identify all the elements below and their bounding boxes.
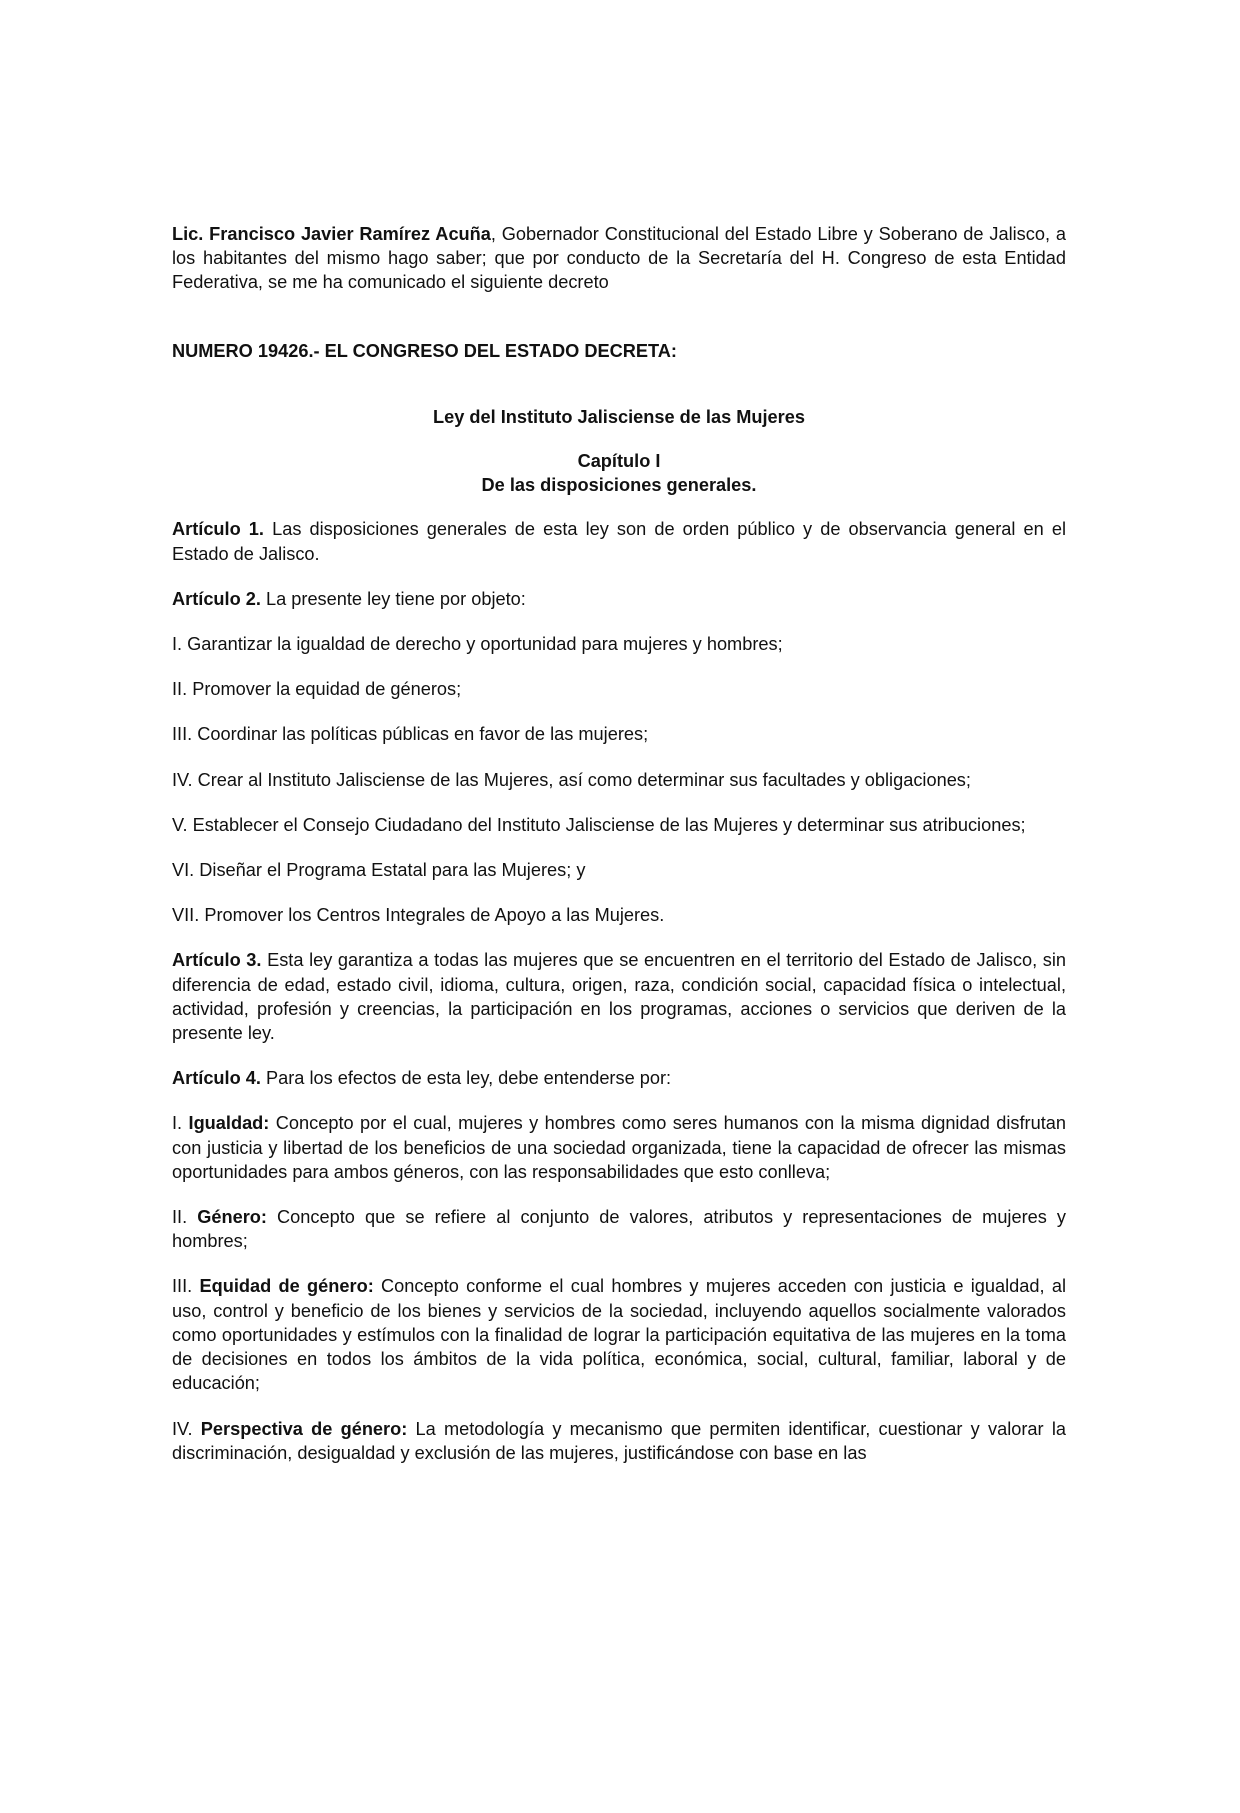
article-label: Artículo 3. bbox=[172, 950, 262, 971]
definition-equidad bbox=[172, 1274, 1066, 1395]
definition-term: Género: bbox=[197, 1207, 267, 1228]
definition-term: Equidad de género: bbox=[199, 1276, 374, 1297]
article-2-item-4: IV. Crear al Instituto Jalisciense de las Mujeres, así como determinar sus facultades y obligaciones; bbox=[172, 769, 971, 790]
chapter-title: De las disposiciones generales. bbox=[481, 475, 757, 496]
intro-paragraph bbox=[172, 222, 1066, 295]
law-title-text: Ley del Instituto Jalisciense de las Mujeres bbox=[433, 406, 805, 427]
document-body bbox=[172, 222, 1066, 1486]
chapter-heading bbox=[172, 449, 1066, 497]
governor-name: Lic. Francisco Javier Ramírez Acuña bbox=[172, 224, 491, 244]
article-2-item-7: VII. Promover los Centros Integrales de Apoyo a las Mujeres. bbox=[172, 905, 665, 926]
article-label: Artículo 1. bbox=[172, 519, 264, 540]
article-text: Esta ley garantiza a todas las mujeres que se encuentren en el territorio del Estado de Jalisco, sin diferencia de edad, estado civil, idioma, cultura, origen, raza, condición social, capacidad física o intelectual, actividad, profesión y creencias, la participación en los programas, acciones o servicios que deriven de la presente ley. bbox=[172, 950, 1066, 1044]
definition-text: Concepto conforme el cual hombres y mujeres acceden con justicia e igualdad, al uso, control y beneficio de los bienes y servicios de la sociedad, incluyendo aquellos socialmente valorados como oportunidades y estímulos con la finalidad de lograr la participación equitativa de las mujeres en la toma de decisiones en todos los ámbitos de la vida política, económica, social, cultural, familiar, laboral y de educación; bbox=[172, 1276, 1067, 1394]
chapter-number: Capítulo I bbox=[577, 451, 661, 472]
article-label: Artículo 4. bbox=[172, 1068, 261, 1089]
definition-perspectiva bbox=[172, 1417, 1066, 1465]
definition-prefix: I. bbox=[172, 1113, 189, 1134]
article-2-item-3: III. Coordinar las políticas públicas en favor de las mujeres; bbox=[172, 724, 649, 745]
article-2 bbox=[172, 587, 1066, 611]
definition-text: Concepto que se refiere al conjunto de valores, atributos y representaciones de mujeres y hombres; bbox=[172, 1207, 1067, 1252]
definition-text: Concepto por el cual, mujeres y hombres como seres humanos con la misma dignidad disfrutan con justicia y libertad de los beneficios de una sociedad organizada, tiene la capacidad de ofrecer las mismas oportunidades para ambos géneros, con las responsabilidades que esto conlleva; bbox=[172, 1113, 1066, 1182]
definition-term: Perspectiva de género: bbox=[200, 1418, 408, 1439]
article-text: Para los efectos de esta ley, debe entenderse por: bbox=[260, 1068, 672, 1089]
article-2-item-5: V. Establecer el Consejo Ciudadano del Instituto Jalisciense de las Mujeres y determinar sus atribuciones; bbox=[172, 814, 1026, 835]
definition-prefix: III. bbox=[172, 1276, 200, 1297]
article-text: La presente ley tiene por objeto: bbox=[260, 588, 526, 609]
definition-prefix: II. bbox=[172, 1207, 198, 1228]
article-2-item-6: VI. Diseñar el Programa Estatal para las Mujeres; y bbox=[172, 860, 586, 881]
decree-heading-text: NUMERO 19426.- EL CONGRESO DEL ESTADO DECRETA: bbox=[172, 340, 677, 361]
article-text: Las disposiciones generales de esta ley son de orden público y de observancia general en el Estado de Jalisco. bbox=[172, 519, 1066, 564]
definition-prefix: IV. bbox=[172, 1418, 201, 1439]
definition-genero bbox=[172, 1205, 1066, 1253]
definition-text: La metodología y mecanismo que permiten identificar, cuestionar y valorar la discriminación, desigualdad y exclusión de las mujeres, justificándose con base en las bbox=[172, 1418, 1066, 1463]
article-4 bbox=[172, 1066, 1066, 1090]
article-3 bbox=[172, 948, 1066, 1045]
article-1 bbox=[172, 517, 1066, 565]
article-2-item-1: I. Garantizar la igualdad de derecho y oportunidad para mujeres y hombres; bbox=[172, 634, 783, 655]
definition-term: Igualdad: bbox=[188, 1113, 270, 1134]
decree-heading bbox=[172, 339, 1066, 363]
law-title bbox=[172, 405, 1066, 429]
intro-text: , Gobernador Constitucional del Estado Libre y Soberano de Jalisco, a los habitantes del mismo hago saber; que por conducto de la Secretaría del H. Congreso de esta Entidad Federativa, se me ha comunicado el siguiente decreto bbox=[172, 224, 1066, 293]
article-2-item-2: II. Promover la equidad de géneros; bbox=[172, 679, 462, 700]
article-label: Artículo 2. bbox=[172, 588, 261, 609]
definition-igualdad bbox=[172, 1111, 1066, 1184]
